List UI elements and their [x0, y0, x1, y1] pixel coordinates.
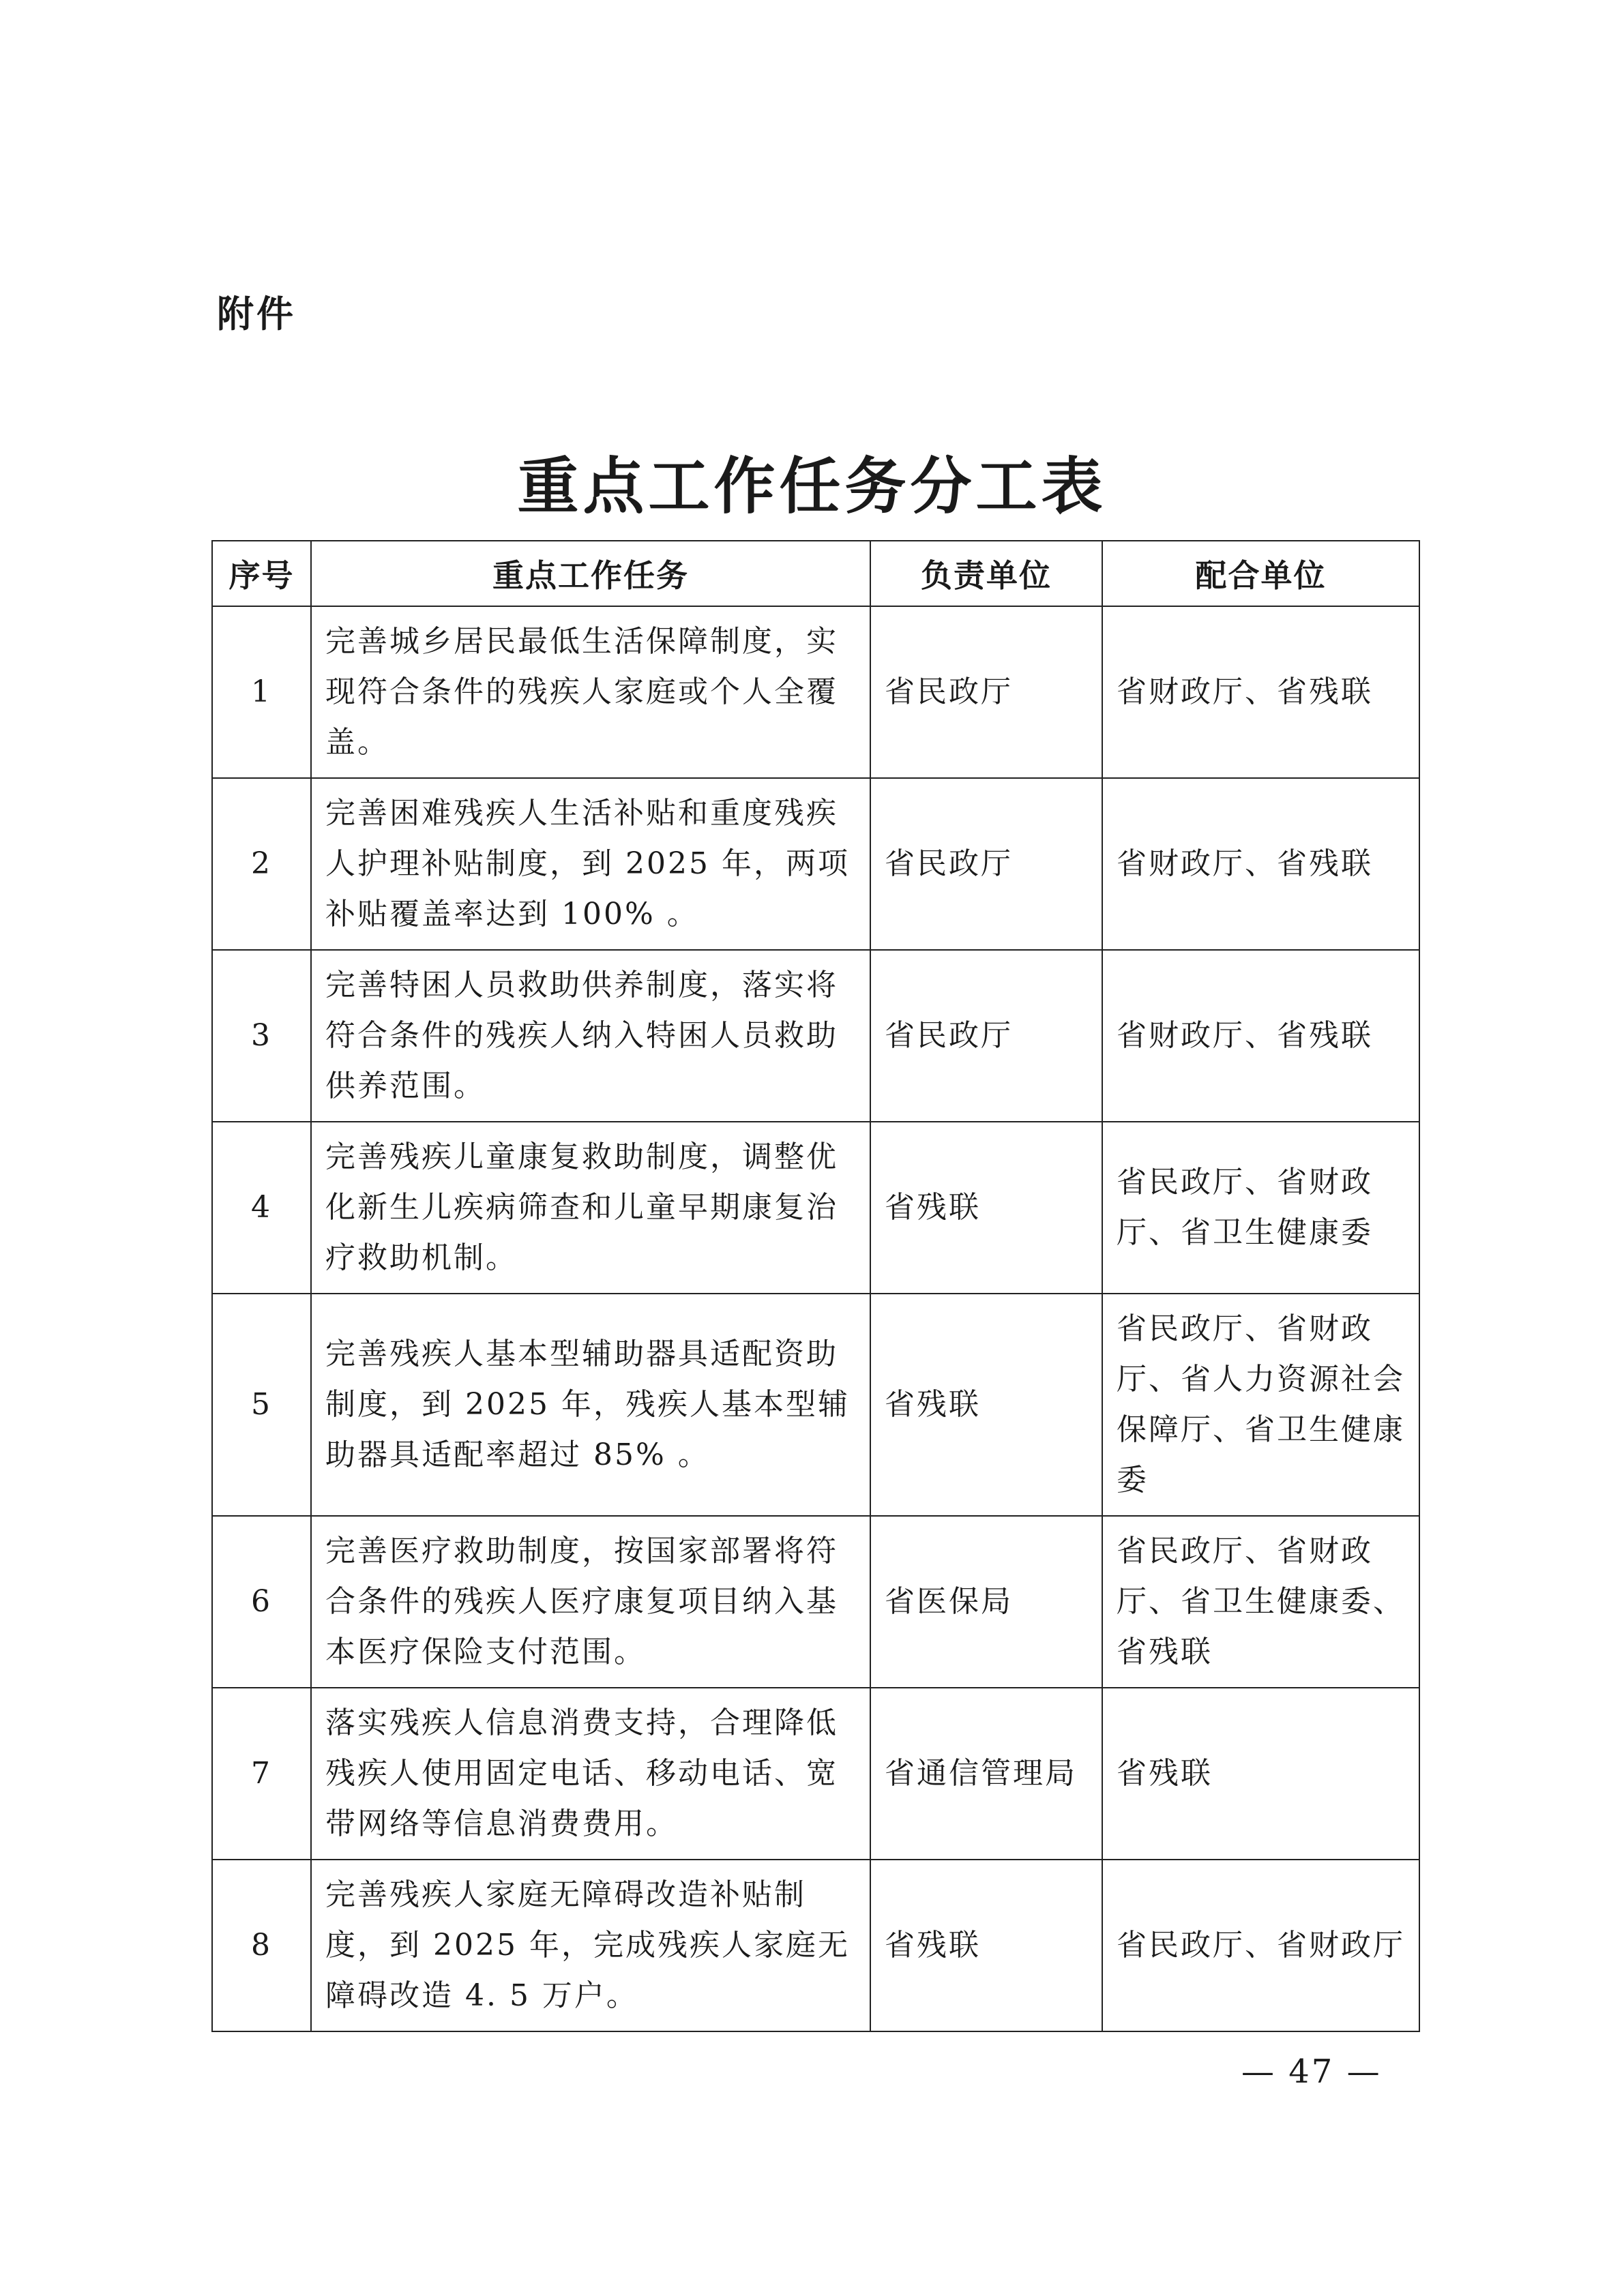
coop-unit-cell: 省民政厅、省财政厅、省卫生健康委、省残联	[1102, 1516, 1419, 1688]
table-row	[212, 950, 1419, 1122]
row-number: 3	[212, 950, 311, 1122]
task-cell: 完善残疾儿童康复救助制度，调整优化新生儿疾病筛查和儿童早期康复治疗救助机制。	[311, 1122, 870, 1294]
table-row	[212, 1122, 1419, 1294]
task-cell: 完善特困人员救助供养制度，落实将符合条件的残疾人纳入特困人员救助供养范围。	[311, 950, 870, 1122]
task-cell: 完善医疗救助制度，按国家部署将符合条件的残疾人医疗康复项目纳入基本医疗保险支付范围。	[311, 1516, 870, 1688]
row-number: 1	[212, 606, 311, 778]
lead-unit-cell: 省通信管理局	[870, 1688, 1102, 1860]
task-cell: 完善城乡居民最低生活保障制度，实现符合条件的残疾人家庭或个人全覆盖。	[311, 606, 870, 778]
row-number: 8	[212, 1860, 311, 2031]
row-number: 5	[212, 1294, 311, 1516]
row-number: 6	[212, 1516, 311, 1688]
header-coop-unit: 配合单位	[1102, 541, 1419, 606]
table-row	[212, 606, 1419, 778]
annex-label: 附件	[217, 293, 296, 336]
table-row	[212, 1294, 1419, 1516]
coop-unit-cell: 省财政厅、省残联	[1102, 950, 1419, 1122]
task-cell: 落实残疾人信息消费支持，合理降低残疾人使用固定电话、移动电话、宽带网络等信息消费费用。	[311, 1688, 870, 1860]
lead-unit-cell: 省残联	[870, 1294, 1102, 1516]
table-header-row	[212, 541, 1419, 606]
coop-unit-cell: 省残联	[1102, 1688, 1419, 1860]
lead-unit-cell: 省残联	[870, 1860, 1102, 2031]
page-title: 重点工作任务分工表	[517, 450, 1107, 522]
table-row	[212, 778, 1419, 950]
header-lead-unit: 负责单位	[870, 541, 1102, 606]
task-cell: 完善困难残疾人生活补贴和重度残疾人护理补贴制度，到 2025 年，两项补贴覆盖率达到 100% 。	[311, 778, 870, 950]
lead-unit-cell: 省民政厅	[870, 606, 1102, 778]
coop-unit-cell: 省民政厅、省财政厅	[1102, 1860, 1419, 2031]
task-cell: 完善残疾人家庭无障碍改造补贴制度，到 2025 年，完成残疾人家庭无障碍改造 4. 5 万户。	[311, 1860, 870, 2031]
task-cell: 完善残疾人基本型辅助器具适配资助制度，到 2025 年，残疾人基本型辅助器具适配率超过 85% 。	[311, 1294, 870, 1516]
header-task: 重点工作任务	[311, 541, 870, 606]
row-number: 7	[212, 1688, 311, 1860]
task-table	[211, 540, 1420, 2032]
row-number: 2	[212, 778, 311, 950]
coop-unit-cell: 省财政厅、省残联	[1102, 606, 1419, 778]
page-number: — 47 —	[1241, 2053, 1382, 2091]
row-number: 4	[212, 1122, 311, 1294]
coop-unit-cell: 省民政厅、省财政厅、省人力资源社会保障厅、省卫生健康委	[1102, 1294, 1419, 1516]
lead-unit-cell: 省残联	[870, 1122, 1102, 1294]
coop-unit-cell: 省财政厅、省残联	[1102, 778, 1419, 950]
lead-unit-cell: 省民政厅	[870, 778, 1102, 950]
coop-unit-cell: 省民政厅、省财政厅、省卫生健康委	[1102, 1122, 1419, 1294]
header-no: 序号	[212, 541, 311, 606]
lead-unit-cell: 省医保局	[870, 1516, 1102, 1688]
table-row	[212, 1516, 1419, 1688]
table-row	[212, 1860, 1419, 2031]
lead-unit-cell: 省民政厅	[870, 950, 1102, 1122]
table-row	[212, 1688, 1419, 1860]
